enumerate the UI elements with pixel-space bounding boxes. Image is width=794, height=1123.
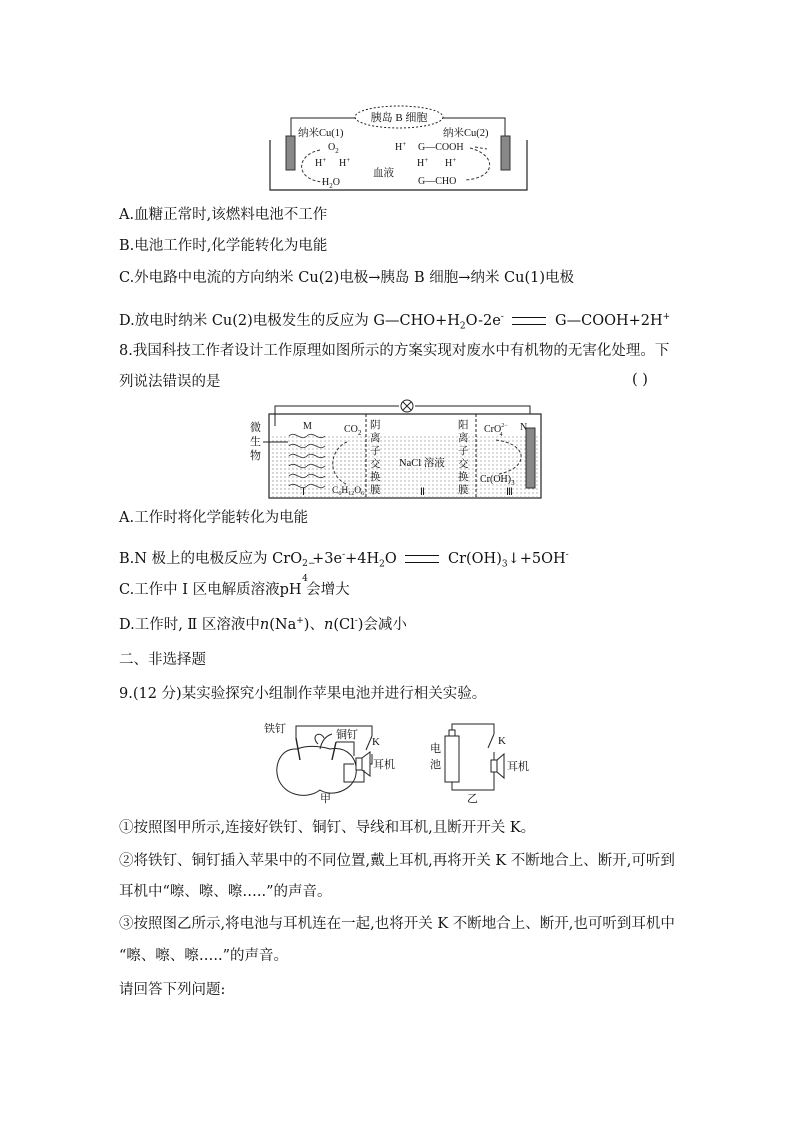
q9-stem: 9.(12 分)某实验探究小组制作苹果电池并进行相关实验。 [119,686,487,702]
zone-1-label: Ⅰ [302,487,305,498]
svg-text:子: 子 [370,446,381,457]
switch-k-label-1: K [372,736,380,748]
svg-text:阴: 阴 [370,420,381,431]
gcho-label: G—CHO [418,176,457,187]
svg-text:阳: 阳 [458,420,469,431]
cell-label: 胰岛 B 细胞 [370,112,428,124]
q8-option-d: D.工作时, Ⅱ 区溶液中n(Na+)、n(Cl-)会减小 [119,616,407,633]
battery-char-2: 池 [430,759,441,771]
svg-text:交: 交 [458,459,469,470]
zone-2-label: Ⅱ [420,487,425,498]
fuel-cell-diagram [265,100,535,195]
blood-label: 血液 [373,168,394,179]
copper-nail-label: 铜钉 [336,729,358,741]
q9-step-3b: “嚓、嚓、嚓…..”的声音。 [119,948,289,964]
microbial-cell-diagram [244,396,544,504]
q9-step-2a: ②将铁钉、铜钉插入苹果中的不同位置,戴上耳机,再将开关 K 不断地合上、断开,可听到 [119,853,675,869]
svg-text:离: 离 [370,433,381,444]
h-plus-left-1: H+ [315,156,327,169]
earphone-label-2: 耳机 [507,761,529,773]
microbe-char-2: 生 [250,436,261,448]
h2o-label: $H_2O$ [322,177,340,190]
q9-step-2b: 耳机中“嚓、嚓、嚓…..”的声音。 [119,884,332,900]
svg-text:膜: 膜 [458,485,469,496]
svg-text:交: 交 [370,459,381,470]
gcooh-label: G—COOH [418,142,464,153]
h-plus-center: H+ [395,140,407,153]
h-plus-left-2: H+ [339,156,351,169]
svg-text:子: 子 [458,446,469,457]
cro4-label: CrO$^{2-}$ 4 [484,423,508,438]
q9-step-3a: ③按照图乙所示,将电池与耳机连在一起,也将开关 K 不断地合上、断开,也可听到耳机中 [119,916,675,932]
microbe-char-1: 微 [250,422,261,434]
right-electrode-label: 纳米Cu(2) [443,128,489,139]
o2-label: $O_2$ [328,142,339,155]
h-plus-right-2: H+ [445,156,457,169]
svg-text:离: 离 [458,433,469,444]
svg-text:膜: 膜 [370,485,381,496]
q9-step-1: ①按照图甲所示,连接好铁钉、铜钉、导线和耳机,且断开开关 K。 [119,820,536,836]
zone-3-label: Ⅲ [506,487,513,498]
q7-option-b: B.电池工作时,化学能转化为电能 [119,238,328,254]
q8-stem-line1: 8.我国科技工作者设计工作原理如图所示的方案实现对废水中有机物的无害化处理。下 [119,343,670,359]
apple-battery-diagram [262,716,532,808]
q8-option-b: B.N 极上的电极反应为 CrO 2− 4 $+3e^-+4H_2O$ $Cr(OH)_3↓+5OH^-$ [119,550,569,584]
q7-option-d: D.放电时纳米 Cu(2)电极发生的反应为 $G—CHO+H_2O-2e^-$ G—COOH+2H+ [119,312,671,332]
iron-nail-label: 铁钉 [264,723,286,735]
microbe-char-3: 物 [250,450,261,462]
battery-char-1: 电 [430,743,441,755]
svg-text:换: 换 [458,472,469,483]
M-electrode-label: M [303,421,312,432]
answer-parentheses: ( ) [632,372,648,388]
q8-option-c: C.工作中 Ⅰ 区电解质溶液pH 会增大 [119,582,350,598]
section-heading: 二、非选择题 [119,652,206,668]
q7-option-a: A.血糖正常时,该燃料电池不工作 [119,207,328,223]
fig-yi-label: 乙 [467,793,478,805]
nacl-label: NaCl 溶液 [399,458,445,469]
N-electrode-label: N [520,422,528,433]
q8-option-a: A.工作时将化学能转化为电能 [119,510,309,526]
q9-ask: 请回答下列问题: [119,982,226,998]
co2-label: $CO_2$ [344,424,362,437]
glucose-label: $C_6H_{12}O_6$ [332,486,365,497]
earphone-label-1: 耳机 [373,759,395,771]
fig-jia-label: 甲 [320,793,331,805]
h-plus-right-1: H+ [417,156,429,169]
q8-stem-line2: 列说法错误的是 [119,374,221,390]
svg-text:换: 换 [370,472,381,483]
q7-option-c: C.外电路中电流的方向纳米 Cu(2)电极→胰岛 B 细胞→纳米 Cu(1)电极 [119,270,575,286]
croh3-label: $Cr(OH)_3$ [480,474,515,487]
switch-k-label-2: K [498,735,506,747]
left-electrode-label: 纳米Cu(1) [298,128,344,139]
